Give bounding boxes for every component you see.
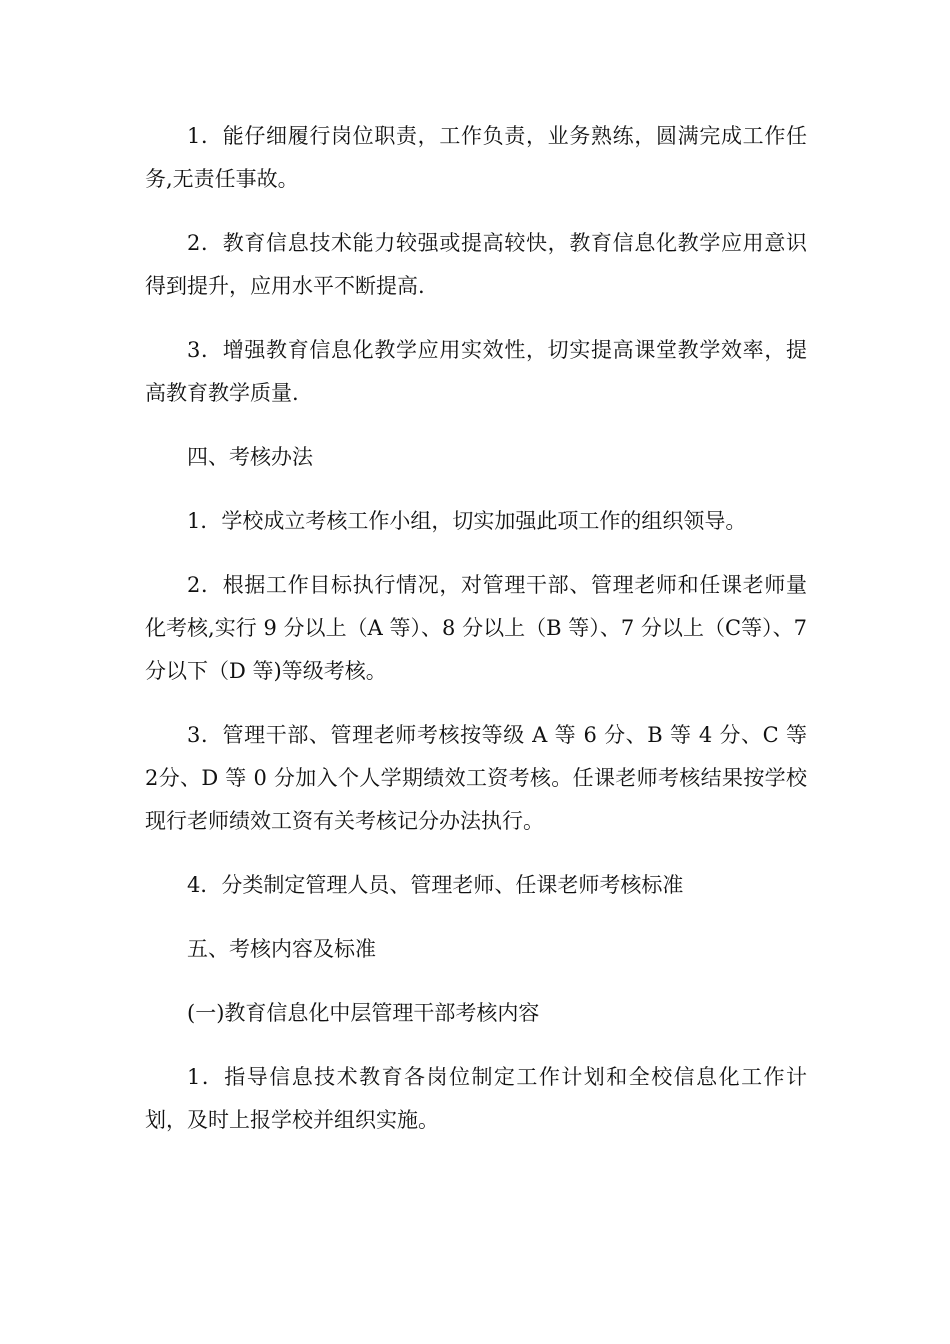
paragraph-duty-item-3: 3．增强教育信息化教学应用实效性，切实提高课堂教学效率，提高教育教学质量. xyxy=(145,338,807,405)
paragraph-content-item-1: 1．指导信息技术教育各岗位制定工作计划和全校信息化工作计划，及时上报学校并组织实施。 xyxy=(145,1065,807,1132)
paragraph-method-item-4: 4．分类制定管理人员、管理老师、任课老师考核标准 xyxy=(187,873,684,897)
paragraph-method-item-2: 2．根据工作目标执行情况，对管理干部、管理老师和任课老师量化考核,实行 9 分以上（A 等）、8 分以上（B 等）、7 分以上（C等）、7 分以下（D 等)等级考核。 xyxy=(145,573,807,683)
section-heading-assessment-method: 四、考核办法 xyxy=(187,445,313,469)
section-heading-assessment-content: 五、考核内容及标准 xyxy=(187,937,376,961)
subsection-heading-management-cadre: (一)教育信息化中层管理干部考核内容 xyxy=(187,1001,540,1025)
paragraph-duty-item-2: 2．教育信息技术能力较强或提高较快，教育信息化教学应用意识得到提升，应用水平不断提高. xyxy=(145,231,807,298)
document-body xyxy=(145,115,807,1163)
paragraph-duty-item-1: 1．能仔细履行岗位职责，工作负责，业务熟练，圆满完成工作任务,无责任事故。 xyxy=(145,124,807,191)
paragraph-method-item-3: 3．管理干部、管理老师考核按等级 A 等 6 分、B 等 4 分、C 等 2分、D 等 0 分加入个人学期绩效工资考核。任课老师考核结果按学校现行老师绩效工资有关考核记分办法执行。 xyxy=(145,723,807,833)
paragraph-method-item-1: 1．学校成立考核工作小组，切实加强此项工作的组织领导。 xyxy=(187,509,747,533)
